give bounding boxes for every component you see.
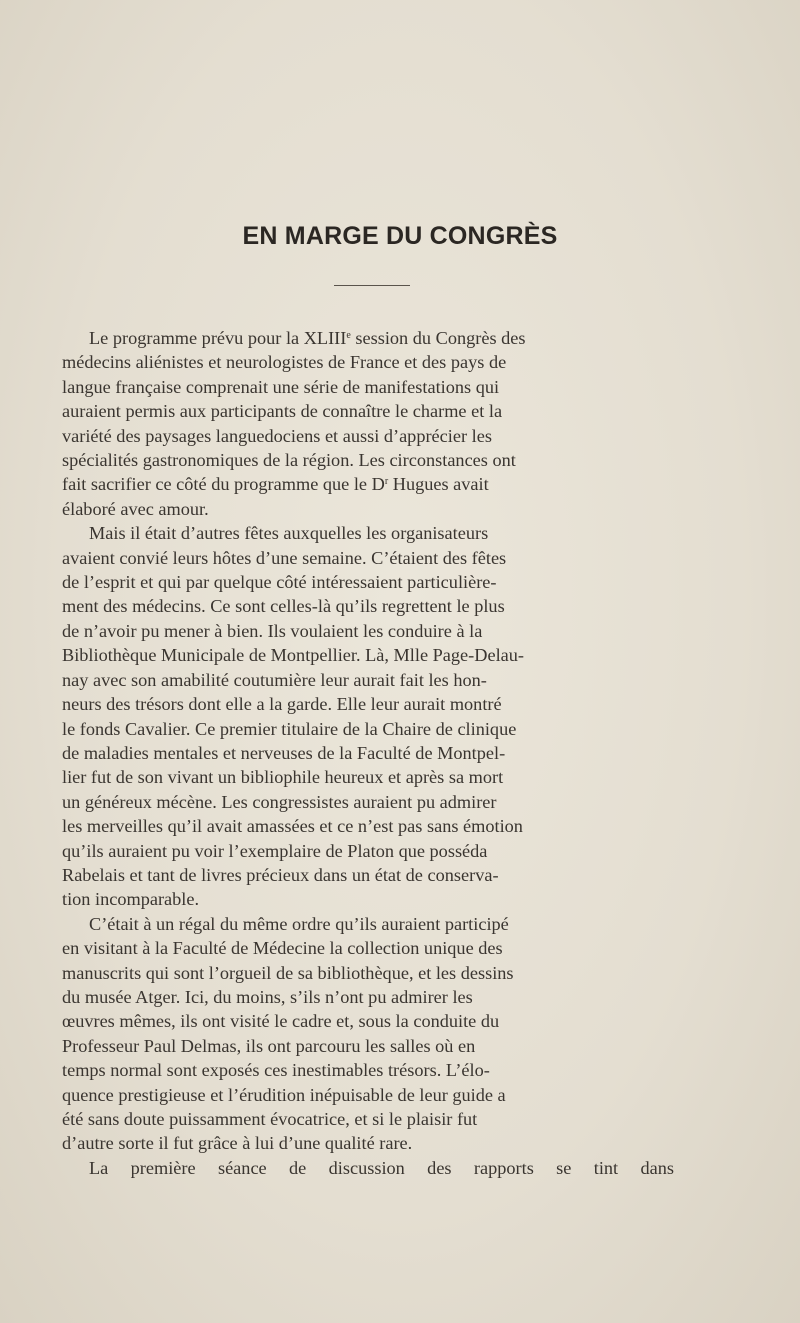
paragraph: [62, 326, 674, 521]
text-line: tion incomparable.: [62, 889, 200, 910]
text-line: Rabelais et tant de livres précieux dans un état de conserva-: [62, 864, 499, 885]
superscript: r: [384, 476, 389, 488]
text-line: [89, 328, 526, 348]
text-line: qu’ils auraient pu voir l’exemplaire de Platon que posséda: [62, 840, 488, 861]
text-line: de l’esprit et qui par quelque côté intéressaient particulière-: [62, 572, 497, 593]
text-line: Bibliothèque Municipale de Montpellier. Là, Mlle Page-Delau-: [62, 645, 524, 666]
text-line: élaboré avec amour.: [62, 498, 209, 519]
text-line: été sans doute puissamment évocatrice, et si le plaisir fut: [62, 1109, 478, 1129]
text-line: médecins aliénistes et neurologistes de France et des pays de: [62, 352, 507, 373]
text-line: temps normal sont exposés ces inestimables trésors. L’élo-: [62, 1060, 490, 1081]
paragraph: [62, 1156, 674, 1180]
superscript: e: [346, 330, 351, 341]
text-segment: session du Congrès des: [350, 328, 526, 348]
title-divider: [334, 285, 410, 286]
text-line: neurs des trésors dont elle a la garde. Elle leur aurait montré: [62, 694, 502, 715]
text-segment: Le programme prévu pour la XLIII: [89, 328, 347, 348]
body-text: [62, 326, 674, 1180]
text-line: auraient permis aux participants de connaître le charme et la: [62, 401, 503, 422]
text-line: variété des paysages languedociens et aussi d’apprécier les: [62, 425, 492, 446]
chapter-title: EN MARGE DU CONGRÈS: [242, 222, 558, 250]
text-line: du musée Atger. Ici, du moins, s’ils n’ont pu admirer les: [62, 986, 473, 1007]
text-line: un généreux mécène. Les congressistes auraient pu admirer: [62, 791, 497, 812]
text-line: en visitant à la Faculté de Médecine la collection unique des: [62, 938, 503, 959]
text-line: La première séance de discussion des rapports se tint dans: [89, 1157, 674, 1178]
text-line: ment des médecins. Ce sont celles-là qu’ils regrettent le plus: [62, 596, 505, 617]
text-segment: Hugues avait: [388, 474, 489, 495]
text-line: langue française comprenait une série de manifestations qui: [62, 376, 500, 397]
text-line: œuvres mêmes, ils ont visité le cadre et, sous la conduite du: [62, 1011, 500, 1032]
text-line: les merveilles qu’il avait amassées et ce n’est pas sans émotion: [62, 816, 523, 837]
text-line: quence prestigieuse et l’érudition inépuisable de leur guide a: [62, 1084, 506, 1105]
text-line: Professeur Paul Delmas, ils ont parcouru les salles où en: [62, 1035, 476, 1056]
text-line: [62, 474, 489, 494]
text-line: spécialités gastronomiques de la région. Les circonstances ont: [62, 450, 516, 471]
text-line: de n’avoir pu mener à bien. Ils voulaient les conduire à la: [62, 620, 483, 641]
text-line: manuscrits qui sont l’orgueil de sa bibliothèque, et les dessins: [62, 962, 514, 983]
text-line: Mais il était d’autres fêtes auxquelles les organisateurs: [89, 523, 489, 544]
text-line: avaient convié leurs hôtes d’une semaine. C’étaient des fêtes: [62, 547, 507, 568]
text-line: nay avec son amabilité coutumière leur aurait fait les hon-: [62, 669, 487, 690]
text-segment: fait sacrifier ce côté du programme que le D: [62, 474, 385, 495]
text-line: lier fut de son vivant un bibliophile heureux et après sa mort: [62, 767, 504, 788]
paragraph: [62, 521, 674, 912]
text-line: le fonds Cavalier. Ce premier titulaire de la Chaire de clinique: [62, 718, 517, 739]
text-line: C’était à un régal du même ordre qu’ils auraient participé: [89, 913, 509, 934]
paragraph: [62, 912, 674, 1156]
text-line: d’autre sorte il fut grâce à lui d’une qualité rare.: [62, 1133, 413, 1154]
text-line: de maladies mentales et nerveuses de la Faculté de Montpel-: [62, 742, 506, 763]
